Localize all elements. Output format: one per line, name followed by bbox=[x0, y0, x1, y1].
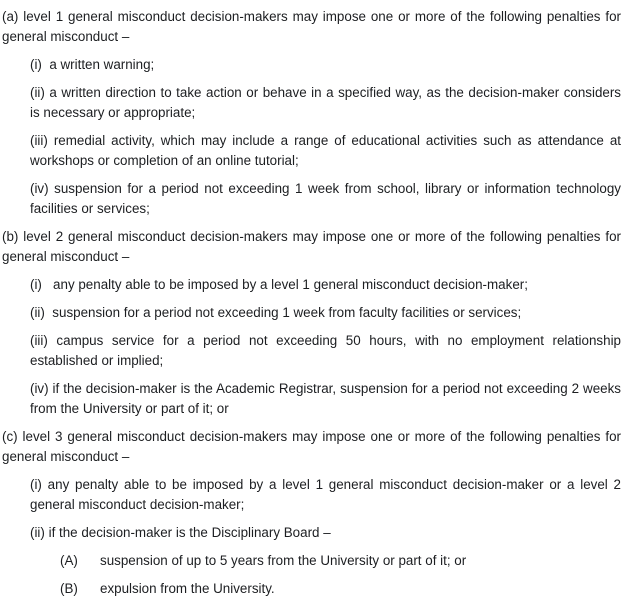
sub-item-paragraph: (i) any penalty able to be imposed by a level 1 general misconduct decision-maker; bbox=[30, 277, 528, 292]
sub-item-paragraph: (i) any penalty able to be imposed by a level 1 general misconduct decision-maker or a level 2 general misconduct decision-maker; bbox=[30, 477, 621, 512]
clause-paragraph: (b) level 2 general misconduct decision-makers may impose one or more of the following penalties for general misconduct – bbox=[2, 229, 621, 264]
sub-item-paragraph: (i) a written warning; bbox=[30, 57, 155, 72]
clause-paragraph: (a) level 1 general misconduct decision-makers may impose one or more of the following penalties for general misconduct – bbox=[2, 9, 621, 44]
sub-item-paragraph: (ii) if the decision-maker is the Disciplinary Board – bbox=[30, 525, 331, 540]
sub-item-paragraph: (iii) campus service for a period not exceeding 50 hours, with no employment relationship established or implied; bbox=[30, 333, 621, 368]
sub-item-paragraph: (ii) a written direction to take action or behave in a specified way, as the decision-maker considers is necessary or appropriate; bbox=[30, 85, 621, 120]
list-item-text: expulsion from the University. bbox=[100, 581, 275, 596]
sub-sub-item-paragraph bbox=[60, 551, 621, 571]
sub-sub-item-paragraph bbox=[60, 579, 621, 599]
sub-item-paragraph: (iv) suspension for a period not exceeding 1 week from school, library or information technology facilities or services; bbox=[30, 181, 621, 216]
sub-item-paragraph: (iv) if the decision-maker is the Academic Registrar, suspension for a period not exceeding 2 weeks from the University or part of it; or bbox=[30, 381, 621, 416]
sub-item-paragraph: (ii) suspension for a period not exceeding 1 week from faculty facilities or services; bbox=[30, 305, 522, 320]
list-item-text: suspension of up to 5 years from the University or part of it; or bbox=[100, 553, 467, 568]
list-marker: (A) bbox=[60, 553, 78, 568]
sub-item-paragraph: (iii) remedial activity, which may include a range of educational activities such as attendance at workshops or completion of an online tutorial; bbox=[30, 133, 621, 168]
clause-paragraph: (c) level 3 general misconduct decision-makers may impose one or more of the following penalties for general misconduct – bbox=[2, 429, 621, 464]
list-marker: (B) bbox=[60, 581, 78, 596]
